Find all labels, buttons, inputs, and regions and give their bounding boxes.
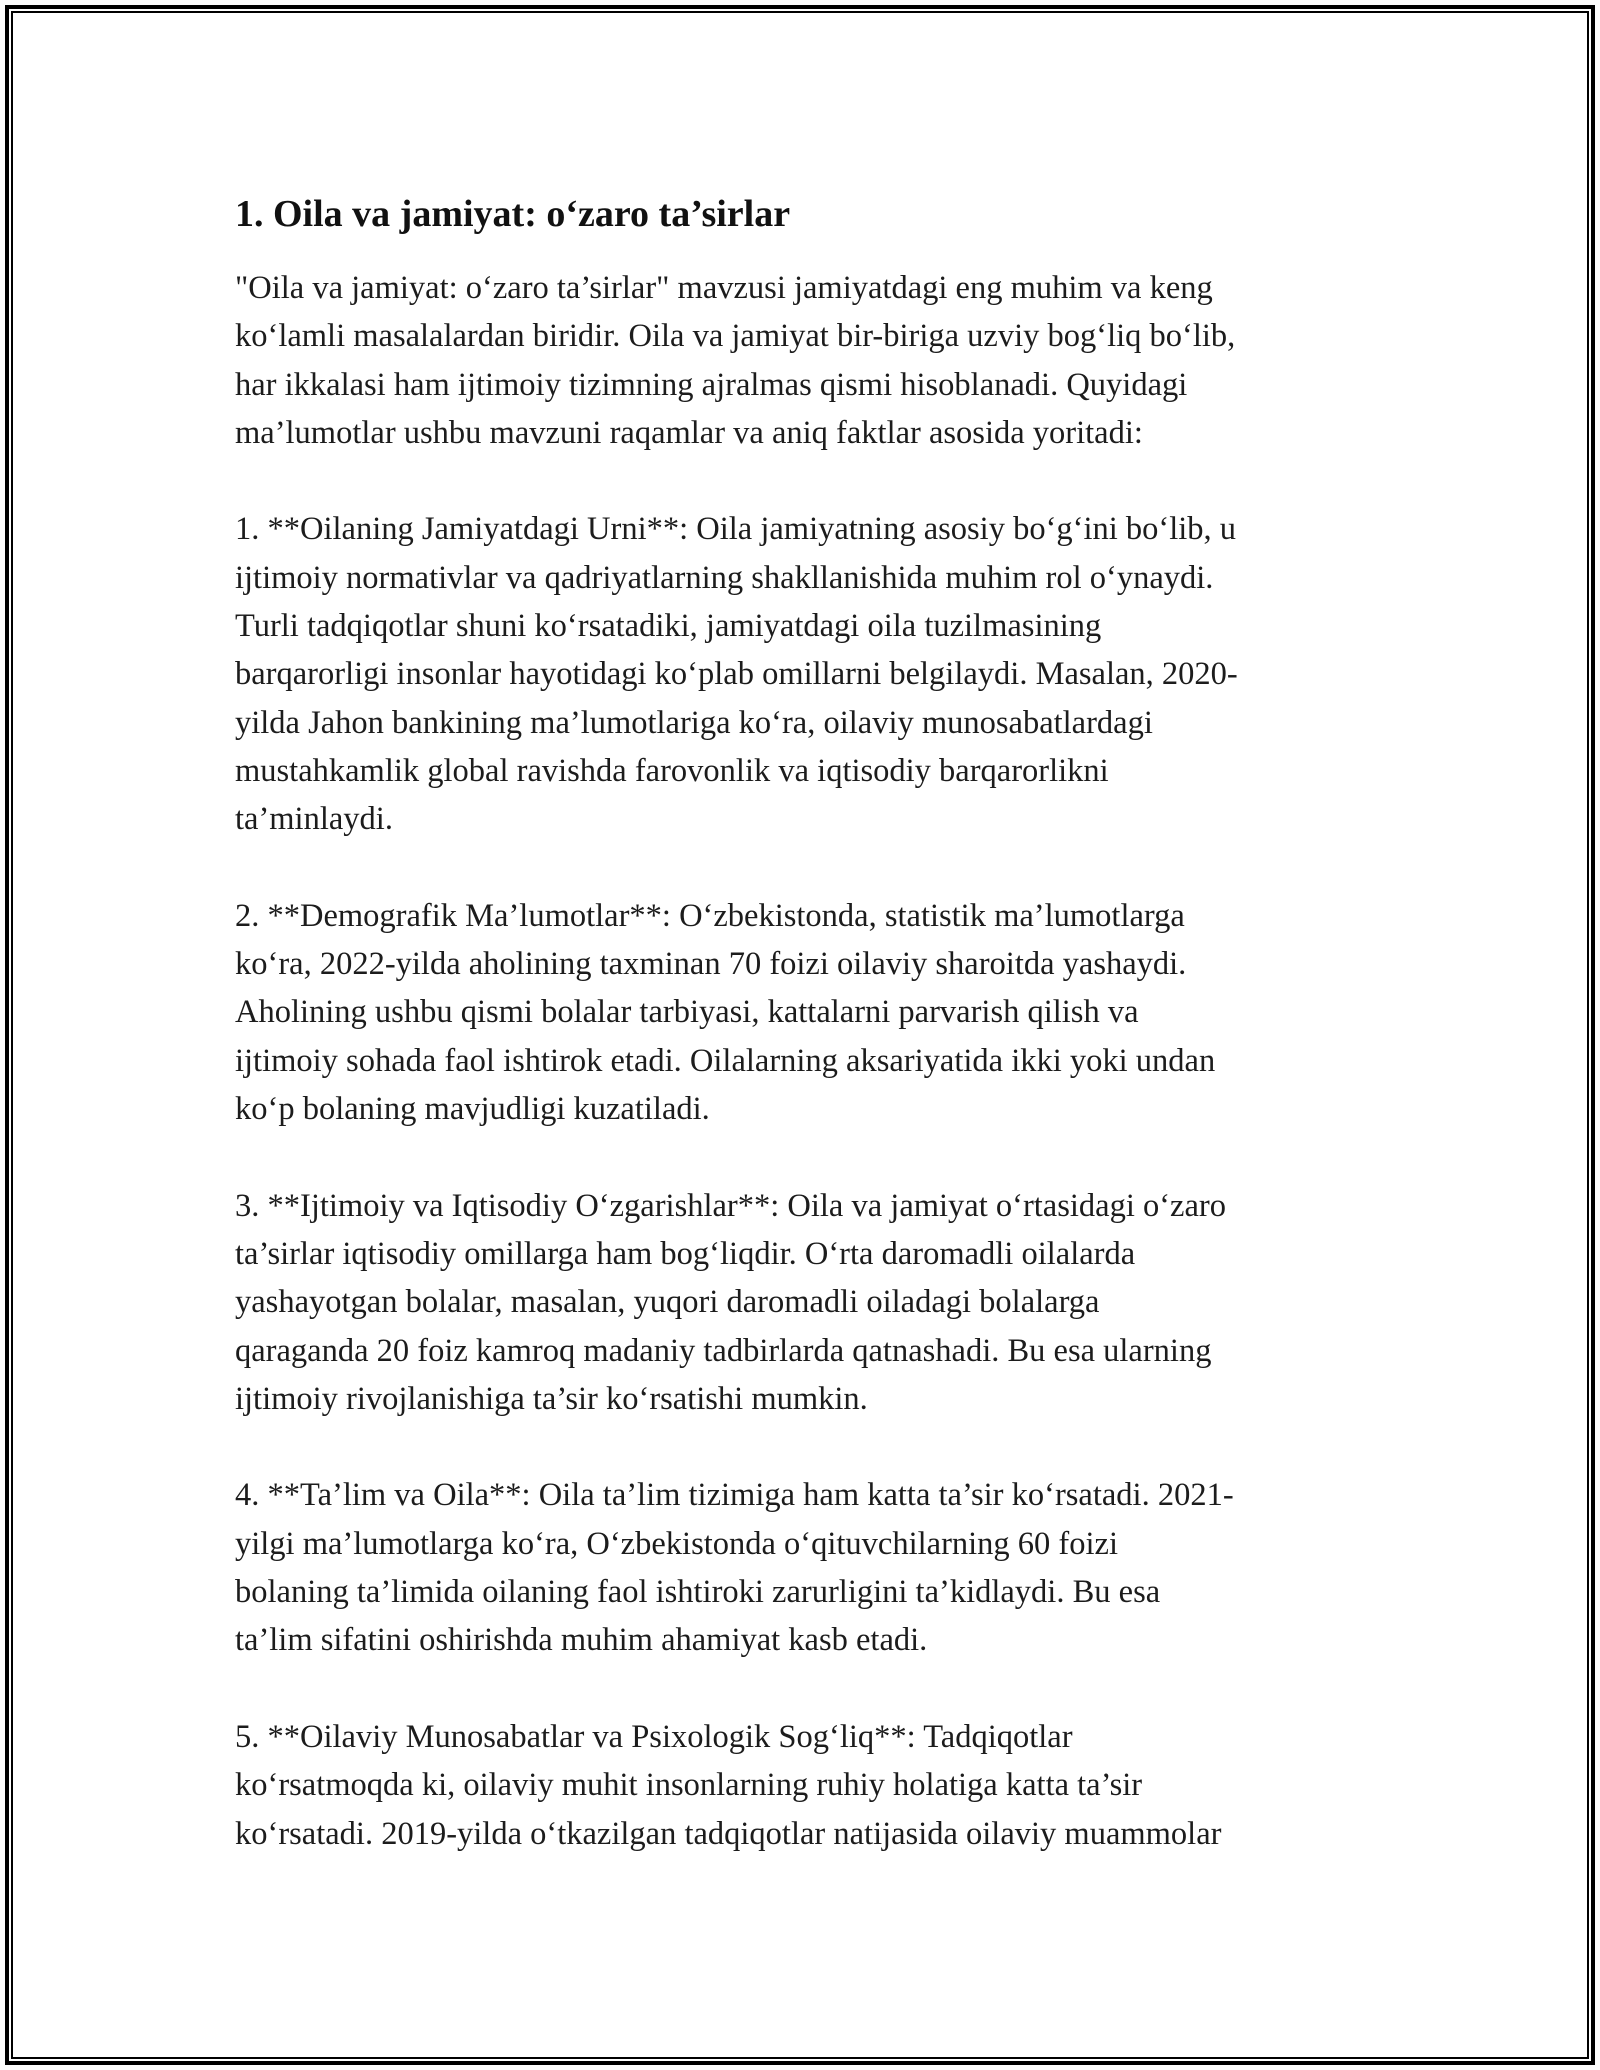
paragraph-item-1: 1. **Oilaning Jamiyatdagi Urni**: Oila jamiyatning asosiy bo‘g‘ini bo‘lib, u ijtimoiy normativlar va qadriyatlarning shakllanishida muhim rol o‘ynaydi. Turli tadqiqotlar shuni ko‘rsatadiki, jamiyatdagi oila tuzilmasining barqarorligi insonlar hayotidagi ko‘plab omillarni belgilaydi. Masalan, 2020- yilda Jahon bankining ma’lumotlariga ko‘ra, oilaviy munosabatlardagi mustahkamlik global ravishda farovonlik va iqtisodiy barqarorlikni ta’minlaydi. [235, 511, 1238, 838]
document-body [235, 186, 1385, 1858]
paragraph-intro: "Oila va jamiyat: o‘zaro ta’sirlar" mavzusi jamiyatdagi eng muhim va keng ko‘lamli masalalardan biridir. Oila va jamiyat bir-biriga uzviy bog‘liq bo‘lib, har ikkalasi ham ijtimoiy tizimning ajralmas qismi hisoblanadi. Quyidagi ma’lumotlar ushbu mavzuni raqamlar va aniq faktlar asosida yoritadi: [235, 270, 1236, 451]
document-title: 1. Oila va jamiyat: o‘zaro ta’sirlar [235, 193, 791, 235]
paragraph-item-2: 2. **Demografik Ma’lumotlar**: O‘zbekistonda, statistik ma’lumotlarga ko‘ra, 2022-yilda aholining taxminan 70 foizi oilaviy sharoitda yashaydi. Aholining ushbu qismi bolalar tarbiyasi, kattalarni parvarish qilish va ijtimoiy sohada faol ishtirok etadi. Oilalarning aksariyatida ikki yoki undan ko‘p bolaning mavjudligi kuzatiladi. [235, 897, 1216, 1128]
paragraph-item-4: 4. **Ta’lim va Oila**: Oila ta’lim tizimiga ham katta ta’sir ko‘rsatadi. 2021- yilgi ma’lumotlarga ko‘ra, O‘zbekistonda o‘qituvchilarning 60 foizi bolaning ta’limida oilaning faol ishtiroki zarurligini ta’kidlaydi. Bu esa ta’lim sifatini oshirishda muhim ahamiyat kasb etadi. [235, 1477, 1234, 1659]
paragraph-item-5: 5. **Oilaviy Munosabatlar va Psixologik Sog‘liq**: Tadqiqotlar ko‘rsatmoqda ki, oilaviy muhit insonlarning ruhiy holatiga katta ta’sir ko‘rsatadi. 2019-yilda o‘tkazilgan tadqiqotlar natijasida oilaviy muammolar [235, 1718, 1222, 1852]
paragraph-item-3: 3. **Ijtimoiy va Iqtisodiy O‘zgarishlar**: Oila va jamiyat o‘rtasidagi o‘zaro ta’sirlar iqtisodiy omillarga ham bog‘liqdir. O‘rta daromadli oilalarda yashayotgan bolalar, masalan, yuqori daromadli oiladagi bolalarga qaraganda 20 foiz kamroq madaniy tadbirlarda qatnashadi. Bu esa ularning ijtimoiy rivojlanishiga ta’sir ko‘rsatishi mumkin. [235, 1187, 1226, 1417]
